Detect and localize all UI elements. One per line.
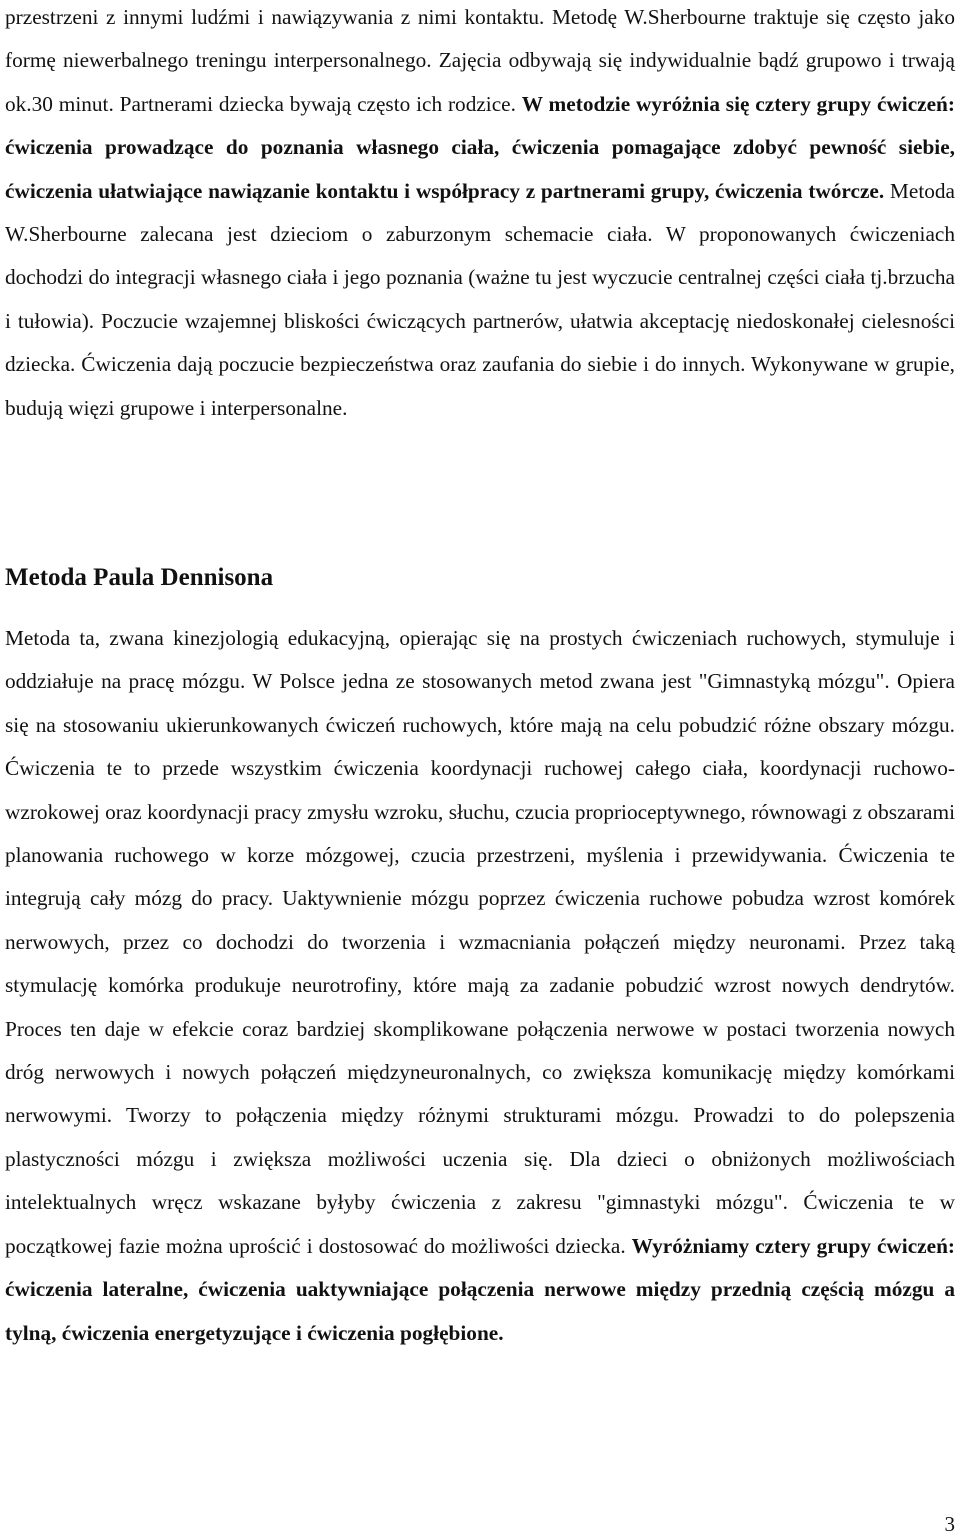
- section-heading: Metoda Paula Dennisona: [5, 564, 274, 591]
- paragraph-text: przestrzeni z innymi ludźmi i nawiązywania z nimi kontaktu. Metodę W.Sherbourne traktuje się często jako formę niewerbalnego treningu interpersonalnego. Zajęcia odbywają się indywidualnie bądź grupowo i trwają ok.30 minut. Partnerami dziecka bywają często ich rodzice.: [5, 5, 955, 116]
- paragraph-bold-text: W metodzie wyróżnia się cztery grupy ćwiczeń: ćwiczenia prowadzące do poznania własnego ciała, ćwiczenia pomagające zdobyć pewność siebie, ćwiczenia ułatwiające nawiązanie kontaktu i współpracy z partnerami grupy, ćwiczenia twórcze.: [5, 91, 955, 203]
- paragraph-bold-text: Wyróżniamy cztery grupy ćwiczeń: ćwiczenia lateralne, ćwiczenia uaktywniające połączenia nerwowe między przednią częścią mózgu a tylną, ćwiczenia energetyzujące i ćwiczenia pogłębione.: [5, 1233, 956, 1345]
- paragraph-text: Metoda W.Sherbourne zalecana jest dzieciom o zaburzonym schemacie ciała. W proponowanych ćwiczeniach dochodzi do integracji własnego ciała i jego poznania (ważne tu jest wyczucie centralnej części ciała tj.brzucha i tułowia). Poczucie wzajemnej bliskości ćwiczących partnerów, ułatwia akceptację niedoskonałej cielesności dziecka. Ćwiczenia dają poczucie bezpieczeństwa oraz zaufania do siebie i do innych. Wykonywane w grupie, budują więzi grupowe i interpersonalne.: [5, 178, 955, 420]
- paragraph-sherbourne-method: [5, 0, 955, 430]
- paragraph-text: Metoda ta, zwana kinezjologią edukacyjną, opierając się na prostych ćwiczeniach ruchowych, stymuluje i oddziałuje na pracę mózgu. W Polsce jedna ze stosowanych metod zwana jest "Gimnastyką mózgu". Opiera się na stosowaniu ukierunkowanych ćwiczeń ruchowych, które mają na celu pobudzić różne obszary mózgu. Ćwiczenia te to przede wszystkim ćwiczenia koordynacji ruchowej całego ciała, koordynacji ruchowo-wzrokowej oraz koordynacji pracy zmysłu wzroku, słuchu, czucia proprioceptywnego, równowagi z obszarami planowania ruchowego w korze mózgowej, czucia przestrzeni, myślenia i przewidywania. Ćwiczenia te integrują cały mózg do pracy. Uaktywnienie mózgu poprzez ćwiczenia ruchowe pobudza wzrost komórek nerwowych, przez co dochodzi do tworzenia i wzmacniania połączeń między neuronami. Przez taką stymulację komórka produkuje neurotrofiny, które mają za zadanie pobudzić wzrost nowych dendrytów. Proces ten daje w efekcie coraz bardziej skomplikowane połączenia nerwowe w postaci tworzenia nowych dróg nerwowych i nowych połączeń międzyneuronalnych, co zwiększa komunikację między komórkami nerwowymi. Tworzy to połączenia między różnymi strukturami mózgu. Prowadzi to do polepszenia plastyczności mózgu i zwiększa możliwości uczenia się. Dla dzieci o obniżonych możliwościach intelektualnych wręcz wskazane byłyby ćwiczenia z zakresu "gimnastyki mózgu". Ćwiczenia te w początkowej fazie można uprościć i dostosować do możliwości dziecka.: [5, 626, 955, 1258]
- page-number: 3: [944, 1512, 955, 1536]
- paragraph-dennison-method: [5, 617, 955, 1355]
